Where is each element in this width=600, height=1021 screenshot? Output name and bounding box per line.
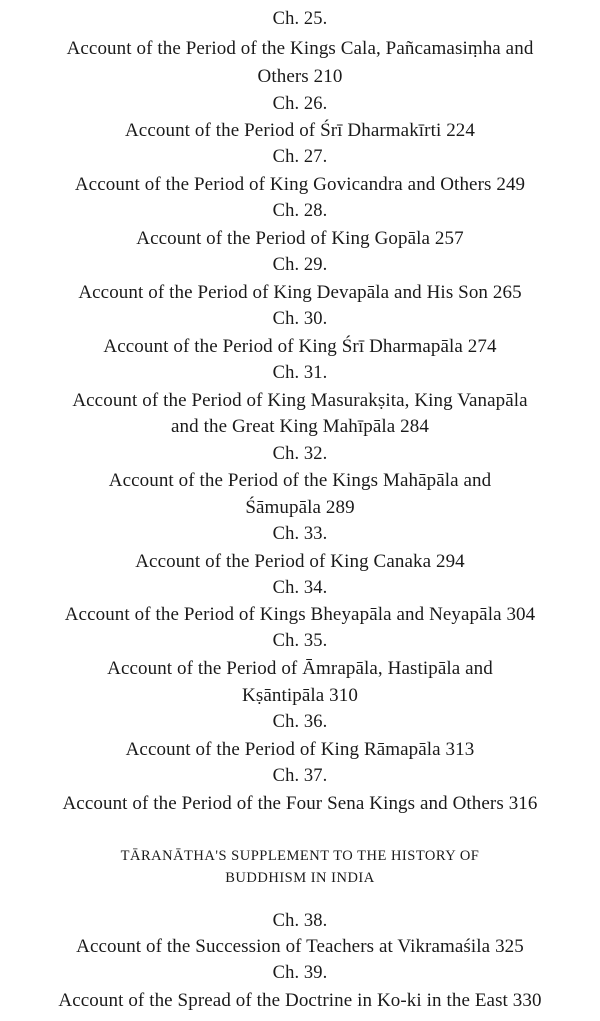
chapter-title: Śāmupāla 289: [245, 497, 355, 518]
chapter-title: Account of the Period of Śrī Dharmakīrti 224: [124, 120, 476, 141]
chapter-number: Ch. 27.: [272, 147, 328, 167]
chapter-title: Account of the Period of the Kings Mahāpāla and: [108, 470, 492, 491]
chapter-title: Account of the Period of King Śrī Dharmapāla 274: [103, 336, 497, 357]
chapter-number: Ch. 25.: [272, 9, 328, 29]
chapter-title: Kṣāntipāla 310: [242, 685, 358, 706]
section-heading: BUDDHISM IN INDIA: [225, 870, 375, 886]
chapter-number: Ch. 28.: [272, 201, 328, 221]
section-heading: TĀRANĀTHA'S SUPPLEMENT TO THE HISTORY OF: [120, 848, 480, 864]
chapter-title: Account of the Period of Kings Bheyapāla and Neyapāla 304: [64, 604, 536, 625]
chapter-number: Ch. 37.: [272, 766, 328, 786]
chapter-title: and the Great King Mahīpāla 284: [171, 416, 429, 437]
chapter-title: Account of the Period of the Kings Cala, Pañcamasiṃha and: [66, 38, 534, 59]
chapter-title: Account of the Period of King Devapāla and His Son 265: [78, 282, 522, 303]
chapter-number: Ch. 29.: [272, 255, 328, 275]
chapter-title: Account of the Spread of the Doctrine in Ko-ki in the East 330: [58, 990, 542, 1011]
chapter-title: Account of the Period of Āmrapāla, Hastipāla and: [107, 658, 493, 679]
chapter-title: Others 210: [257, 66, 343, 87]
chapter-title: Account of the Period of the Four Sena Kings and Others 316: [62, 793, 538, 814]
chapter-number: Ch. 36.: [272, 712, 328, 732]
chapter-title: Account of the Period of King Gopāla 257: [136, 228, 464, 249]
chapter-number: Ch. 31.: [272, 363, 328, 383]
chapter-number: Ch. 26.: [272, 94, 328, 114]
chapter-title: Account of the Period of King Govicandra and Others 249: [74, 174, 526, 195]
chapter-number: Ch. 35.: [272, 631, 328, 651]
chapter-title: Account of the Succession of Teachers at Vikramaśila 325: [76, 936, 524, 957]
chapter-number: Ch. 30.: [272, 309, 328, 329]
chapter-title: Account of the Period of King Masurakṣita, King Vanapāla: [72, 390, 528, 411]
chapter-number: Ch. 34.: [272, 578, 328, 598]
chapter-number: Ch. 32.: [272, 444, 328, 464]
chapter-number: Ch. 38.: [272, 911, 328, 931]
chapter-number: Ch. 33.: [272, 524, 328, 544]
chapter-number: Ch. 39.: [272, 963, 328, 983]
chapter-title: Account of the Period of King Rāmapāla 313: [125, 739, 475, 760]
chapter-title: Account of the Period of King Canaka 294: [135, 551, 465, 572]
